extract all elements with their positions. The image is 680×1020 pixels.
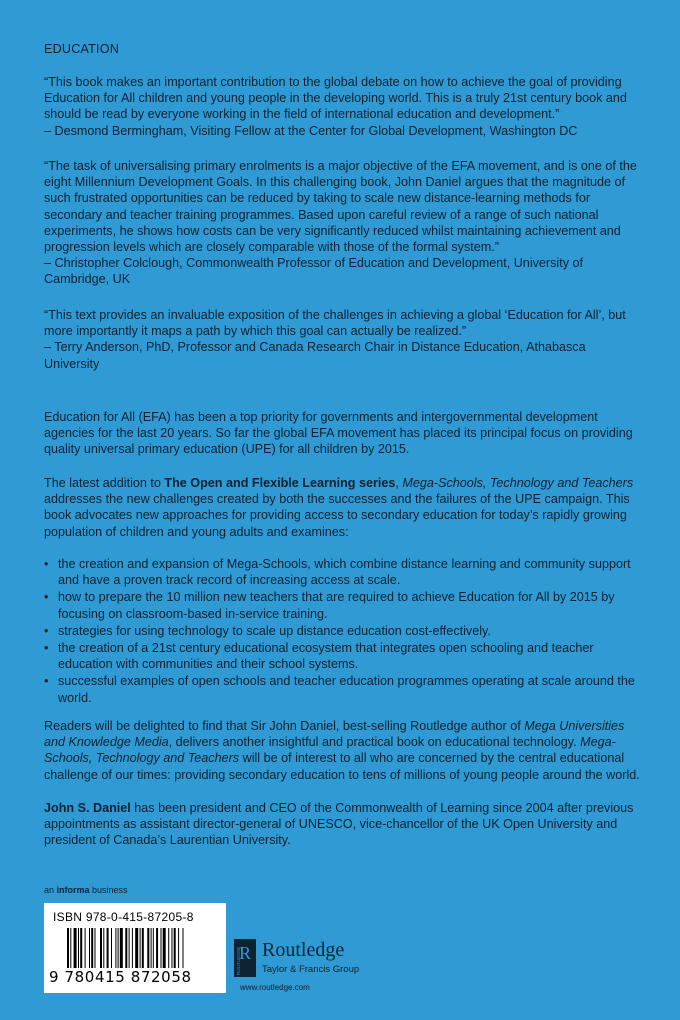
quote-1 [44, 74, 644, 139]
barcode-bar [89, 928, 90, 968]
series-text-a: The latest addition to [44, 476, 165, 490]
barcode-bar [161, 928, 162, 968]
barcode-bar [91, 928, 93, 968]
barcode-bar [111, 928, 112, 968]
informa-brand: informa [56, 885, 90, 895]
bullet-marker: • [44, 557, 49, 571]
quote-2 [44, 158, 644, 288]
quote-3-text: “This text provides an invaluable exposition of the challenges in achieving a global ‘Education for All’, but more importantly it maps a path by which this goal can actually be realized.” [44, 308, 626, 339]
bullet-marker: • [44, 623, 49, 638]
list-item-text: strategies for using technology to scale up distance education cost-effectively. [58, 623, 491, 638]
barcode-bar [174, 928, 176, 968]
bullet-list [44, 556, 644, 707]
list-item-text: how to prepare the 10 million new teachers that are required to achieve Education for All by 2015 by focusing on classroom-based in-service training. [58, 590, 615, 621]
barcode-bar [132, 928, 133, 968]
list-item-text: successful examples of open schools and teacher education programmes operating at scale around the world. [58, 674, 635, 705]
readers-text [44, 718, 644, 783]
series-text [44, 475, 644, 540]
barcode-bar [168, 928, 169, 968]
informa-tagline [44, 885, 128, 895]
barcode-bar [151, 928, 152, 968]
intro-paragraph [44, 409, 644, 458]
previous-book-title: Mega Universities and Knowledge Media [44, 719, 625, 750]
barcode-bar [135, 928, 138, 968]
barcode-bar [103, 928, 104, 968]
author-name: John S. Daniel [44, 801, 131, 815]
barcode-bar [74, 928, 77, 968]
barcode-bar [142, 928, 144, 968]
intro-text: Education for All (EFA) has been a top priority for governments and intergovernmental development agencies for the last 20 years. So far the global EFA movement has placed its principal focus on providing quality universal primary education (UPE) for all children by 2015. [44, 410, 633, 457]
author-bio-body: has been president and CEO of the Commonwealth of Learning since 2004 after previous appointments as assistant director-general of UNESCO, vice-chancellor of the UK Open University and president of Canada’s Laurentian University. [44, 801, 634, 848]
barcode-bar [107, 928, 109, 968]
barcode-bar [172, 928, 173, 968]
barcode-bar [156, 928, 158, 968]
list-item [44, 556, 644, 588]
informa-prefix: an [44, 885, 57, 895]
barcode-bar [95, 928, 96, 968]
barcode-bar [129, 928, 130, 968]
routledge-logo-icon [234, 939, 256, 977]
quote-1-attribution: – Desmond Bermingham, Visiting Fellow at the Center for Global Development, Washington DC [44, 123, 578, 138]
list-item [44, 623, 644, 639]
list-item [44, 673, 644, 705]
book-title-2: Mega-Schools, Technology and Teachers [44, 735, 616, 766]
series-text-b: , [395, 476, 403, 490]
publisher-url: www.routledge.com [240, 983, 310, 992]
barcode-bar [125, 928, 127, 968]
barcode-bar [80, 928, 82, 968]
informa-suffix: business [89, 885, 128, 895]
publisher-group: Taylor & Francis Group [262, 964, 360, 975]
list-item [44, 640, 644, 672]
quote-3 [44, 307, 644, 372]
list-item-text: the creation of a 21st century educational ecosystem that integrates open schooling and teacher education with communities and their school systems. [58, 641, 594, 672]
publisher-name: Routledge [262, 939, 345, 961]
series-paragraph [44, 475, 644, 540]
list-item-text: the creation and expansion of Mega-Schools, which combine distance learning and community support and have a proven track record of increasing access at scale. [58, 557, 631, 588]
quote-2-attribution: – Christopher Colclough, Commonwealth Professor of Education and Development, University of Cambridge, UK [44, 256, 583, 287]
bullet-marker: • [44, 590, 49, 605]
barcode-bar [178, 928, 179, 968]
barcode-bar [115, 928, 116, 968]
quote-1-text: “This book makes an important contribution to the global debate on how to achieve the goal of providing Education for All children and young people in the developing world. This is a truly 21st century book and should be read by everyone working in the field of international education and development.” [44, 75, 627, 122]
barcode-bar [85, 928, 86, 968]
bullet-marker: • [44, 674, 49, 689]
barcode-bar [78, 928, 79, 968]
isbn-number: ISBN 978-0-415-87205-8 [53, 910, 194, 924]
author-bio [44, 800, 644, 849]
series-name: The Open and Flexible Learning series [164, 476, 396, 490]
barcode-bar [100, 928, 102, 968]
barcode-bar [70, 928, 71, 968]
quote-2-text: “The task of universalising primary enrolments is a major objective of the EFA movement, and is one of the eight Millennium Development Goals. In this challenging book, John Daniel argues that the magnitude of such frustrated opportunities can be reduced by taking to scale new distance-learning methods for secondary and teacher training programmes. Based upon careful review of a range of such national experiments, he shows how costs can be very significantly reduced whilst maintaining achievement and progression levels which are closely comparable with those of the formal system.” [44, 159, 637, 255]
barcode-bars [67, 928, 217, 968]
series-text-c: addresses the new challenges created by both the successes and the failures of the UPE campaign. This book advocates new approaches for providing access to secondary education for today’s rapidly growing population of children and young adults and examines: [44, 492, 630, 539]
author-bio-text [44, 800, 644, 849]
barcode-bar [120, 928, 123, 968]
barcode [44, 903, 226, 993]
category-label: EDUCATION [44, 42, 120, 56]
quote-3-attribution: – Terry Anderson, PhD, Professor and Canada Research Chair in Distance Education, Athabasca University [44, 340, 586, 371]
barcode-bar [183, 928, 184, 968]
ean-digits: 9 780415 872058 [49, 968, 192, 986]
barcode-bar [153, 928, 154, 968]
readers-text-c: will be of interest to all who are concerned by the central educational challenge of our times: providing secondary education to tens of millions of young people around the world. [44, 751, 640, 782]
publisher-logo [234, 935, 384, 995]
barcode-bar [140, 928, 141, 968]
list-item [44, 589, 644, 621]
readers-text-b: , delivers another insightful and practical book on educational technology. [168, 735, 581, 750]
readers-text-a: Readers will be delighted to find that Sir John Daniel, best-selling Routledge author of [44, 719, 525, 733]
barcode-bar [147, 928, 149, 968]
logo-side-text: ROUTLEDGE [236, 946, 241, 975]
svg-text:R: R [238, 943, 252, 963]
barcode-bar [118, 928, 119, 968]
book-title: Mega-Schools, Technology and Teachers [402, 476, 634, 490]
barcode-bar [163, 928, 166, 968]
bullet-marker: • [44, 641, 49, 656]
barcode-bar [67, 928, 69, 968]
readers-paragraph [44, 718, 644, 783]
